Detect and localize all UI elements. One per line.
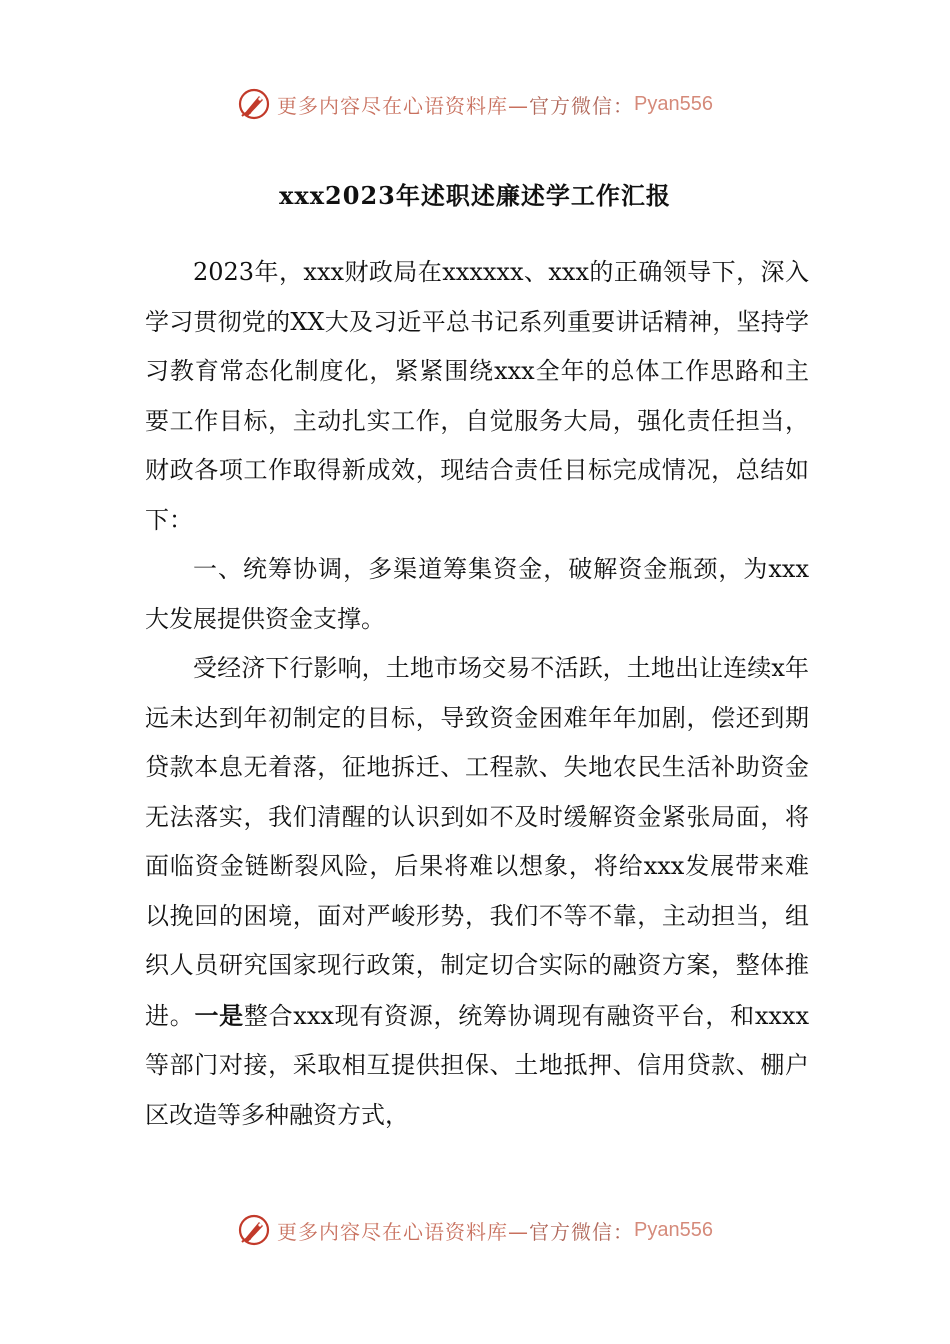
banner-wechat-label: 官方微信：	[529, 1219, 635, 1244]
paragraph-body-text: 受经济下行影响，土地市场交易不活跃，土地出让连续x年远未达到年初制定的目标，导致资金困难年年加剧，偿还到期贷款本息无着落，征地拆迁、工程款、失地农民生活补助资金无法落实，我们清醒的认识到如不及时缓解资金紧张局面，将面临资金链断裂风险，后果将难以想象，将给xxx发展带来难以挽回的困境，面对严峻形势，我们不等不靠，主动担当，组织人员研究国家现行政策，制定切合实际的融资方案，整体推进。	[145, 654, 809, 1030]
footer-banner	[0, 1208, 950, 1252]
banner-wechat-id: Pyan556	[634, 1218, 713, 1241]
paragraph-section-heading: 一、统筹协调，多渠道筹集资金，破解资金瓶颈，为xxx大发展提供资金支撑。	[145, 555, 809, 633]
banner-text: 更多内容尽在心语资料库—	[277, 1219, 530, 1244]
banner-wechat-label: 官方微信：	[529, 93, 635, 118]
paragraph-body	[145, 644, 809, 1140]
paragraph-lead-phrase: 一是	[194, 1000, 244, 1030]
header-banner	[0, 82, 950, 126]
document-body	[145, 248, 809, 1140]
paragraph-intro: 2023年，xxx财政局在xxxxxx、xxx的正确领导下，深入学习贯彻党的XX大及习近平总书记系列重要讲话精神，坚持学习教育常态化制度化，紧紧围绕xxx全年的总体工作思路和主要工作目标，主动扎实工作，自觉服务大局，强化责任担当，财政各项工作取得新成效，现结合责任目标完成情况，总结如下：	[145, 258, 809, 534]
pen-nib-logo-icon	[237, 1213, 271, 1247]
banner-text: 更多内容尽在心语资料库—	[277, 93, 530, 118]
paragraph-body-tail: 整合xxx现有资源，统筹协调现有融资平台，和xxxx等部门对接，采取相互提供担保、土地抵押、信用贷款、棚户区改造等多种融资方式，	[145, 1001, 809, 1129]
document-title: xxx2023年述职述廉述学工作汇报	[279, 181, 671, 210]
banner-wechat-id: Pyan556	[634, 92, 713, 115]
pen-nib-logo-icon	[237, 87, 271, 121]
